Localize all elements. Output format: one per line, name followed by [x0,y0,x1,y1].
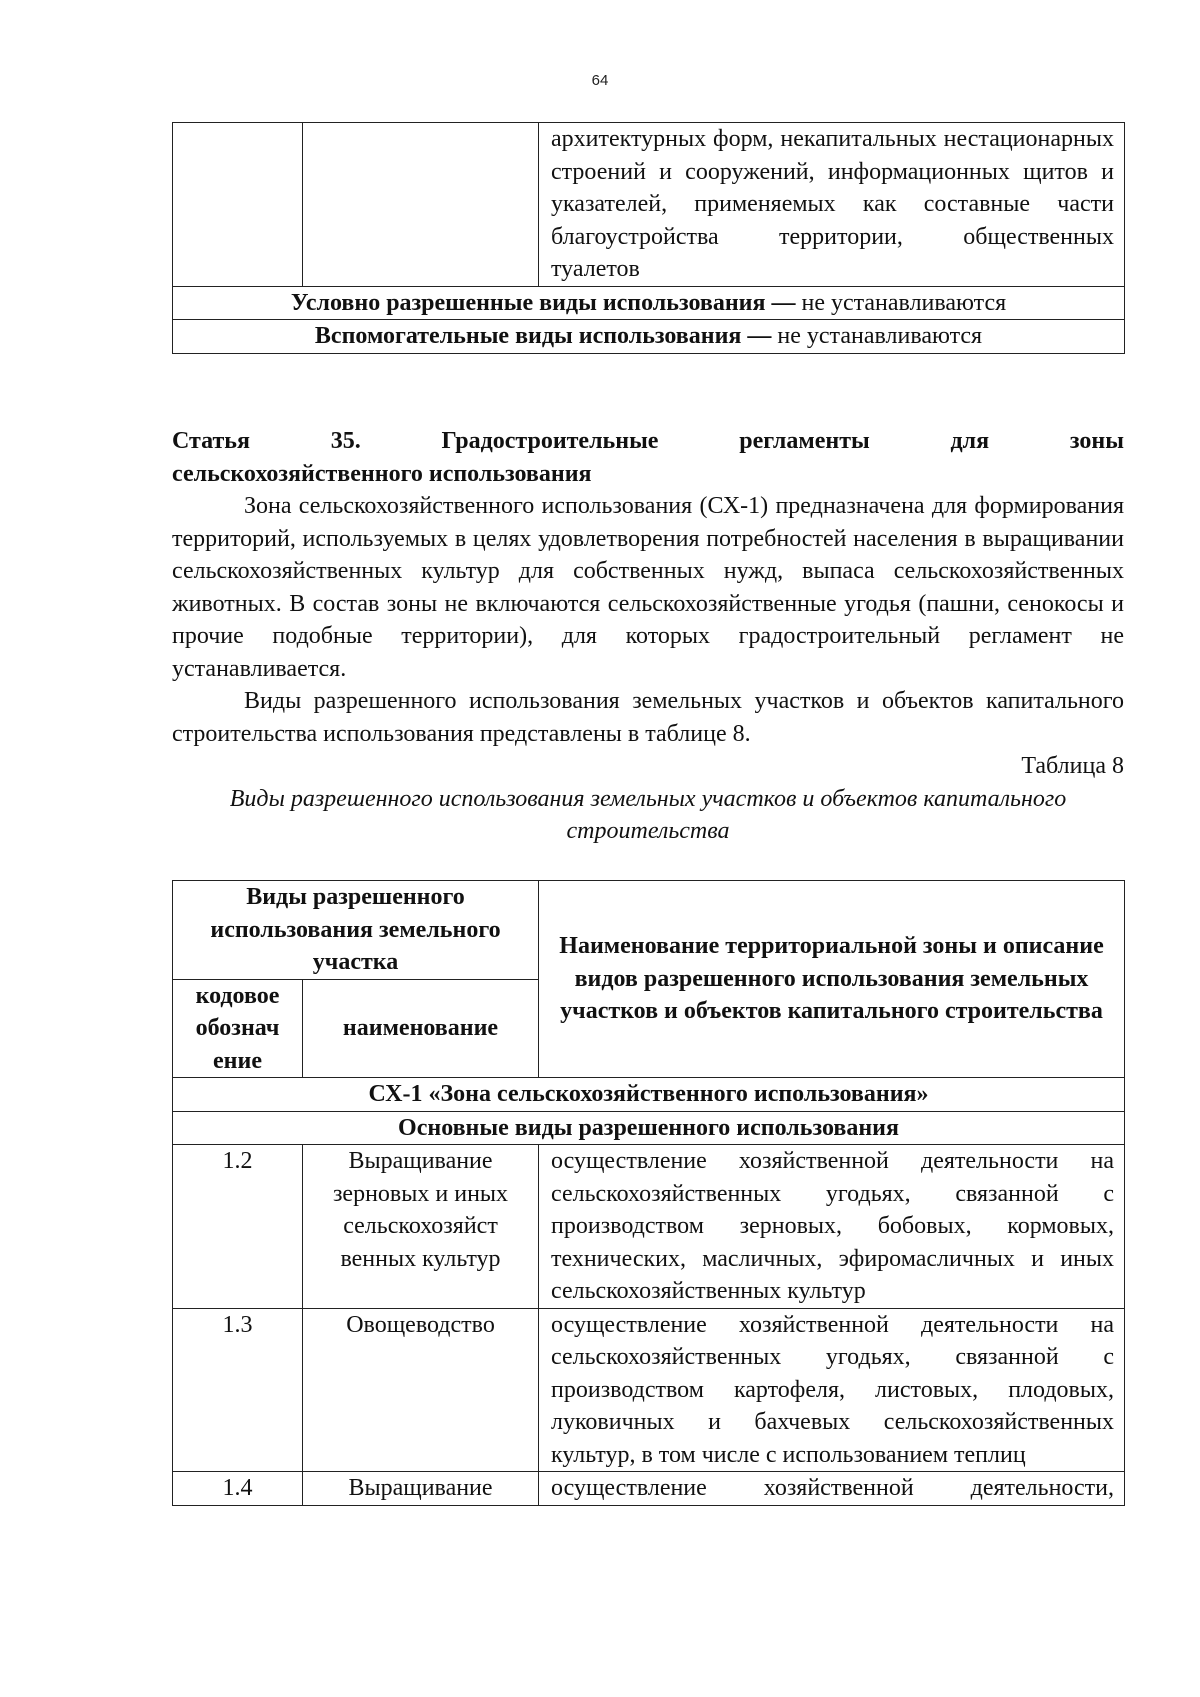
auxiliary-uses-cell [173,320,1125,354]
conditional-uses-label: Условно разрешенные виды использования — [290,289,796,316]
article-heading-line1 [172,425,1124,458]
table-cell-name [303,123,539,287]
article-heading-line2: сельскохозяйственного использования [172,460,592,487]
table-row [173,1308,1125,1472]
row-code: 1.2 [173,1145,303,1309]
table-label: Таблица 8 [1021,753,1124,779]
auxiliary-uses-value: не устанавливаются [771,323,983,349]
heading-word: зоны [1069,428,1124,454]
row-name: Овощеводство [303,1308,539,1472]
row-code: 1.4 [173,1472,303,1506]
header-group-cell: Виды разрешенного использования земельного участка [173,881,539,980]
row-code: 1.3 [173,1308,303,1472]
row-description: осуществление хозяйственной деятельности на сельскохозяйственных угодьях, связанной с производством зерновых, бобовых, кормовых, технических, масличных, эфиромасличных и иных сельскохозяйственных культур [539,1145,1125,1309]
zone-title-cell: СХ-1 «Зона сельскохозяйственного использования» [173,1078,1125,1112]
auxiliary-uses-row [173,320,1125,354]
table-row [173,123,1125,287]
heading-word: для [950,428,990,454]
table-cell-code [173,123,303,287]
article-paragraph-2: Виды разрешенного использования земельных участков и объектов капитального строительства использования представлены в таблице 8. [172,688,1124,747]
page-number: 64 [591,72,609,89]
row-name: Выращивание зерновых и иных сельскохозяйст венных культур [303,1145,539,1309]
header-name-cell: наименование [303,979,539,1078]
continuation-text: архитектурных форм, некапитальных нестационарных строений и сооружений, информационных щитов и указателей, применяемых как составные части благоустройства территории, общественных [551,126,1114,250]
header-description-cell: Наименование территориальной зоны и описание видов разрешенного использования земельных участков и объектов капитального строительства [539,881,1125,1078]
section-title-row [173,1111,1125,1145]
auxiliary-uses-label: Вспомогательные виды использования — [314,323,772,349]
header-code-cell: кодовое обознач ение [173,979,303,1078]
heading-word: Градостроительные [441,428,659,454]
row-name: Выращивание [303,1472,539,1506]
zone-title-row [173,1078,1125,1112]
conditional-uses-cell [173,286,1125,320]
heading-word: Статья [172,428,250,454]
article-paragraph-1: Зона сельскохозяйственного использования (СХ-1) предназначена для формирования территорий, используемых в целях удовлетворения потребностей населения в выращивании сельскохозяйственных культур для собственных нужд, выпаса сельскохозяйственных животных. В состав зоны не включаются сельскохозяйственные угодья (пашни, сенокосы и прочие подобные территории), для которых градостроительный регламент не устанавливается. [172,493,1124,682]
table-caption: Виды разрешенного использования земельных участков и объектов капитального строительства [229,785,1067,844]
conditional-uses-row [173,286,1125,320]
table-row [173,1145,1125,1309]
heading-word: регламенты [739,428,870,454]
table-cell-description [539,123,1125,287]
table-row [173,1472,1125,1506]
row-description: осуществление хозяйственной деятельности на сельскохозяйственных угодьях, связанной с производством картофеля, листовых, плодовых, луковичных и бахчевых сельскохозяйственных культур, в том числе с использованием теплиц [539,1308,1125,1472]
table-header-row [173,881,1125,980]
continuation-last-line: туалетов [551,256,640,282]
top-table [172,122,1125,354]
table-8 [172,880,1125,1506]
article-heading [172,425,1124,490]
section-title-cell: Основные виды разрешенного использования [173,1111,1125,1145]
article-section [172,425,1124,848]
row-description: осуществление хозяйственной деятельности, [539,1472,1125,1506]
conditional-uses-value: не устанавливаются [795,289,1007,316]
heading-word: 35. [330,428,361,454]
